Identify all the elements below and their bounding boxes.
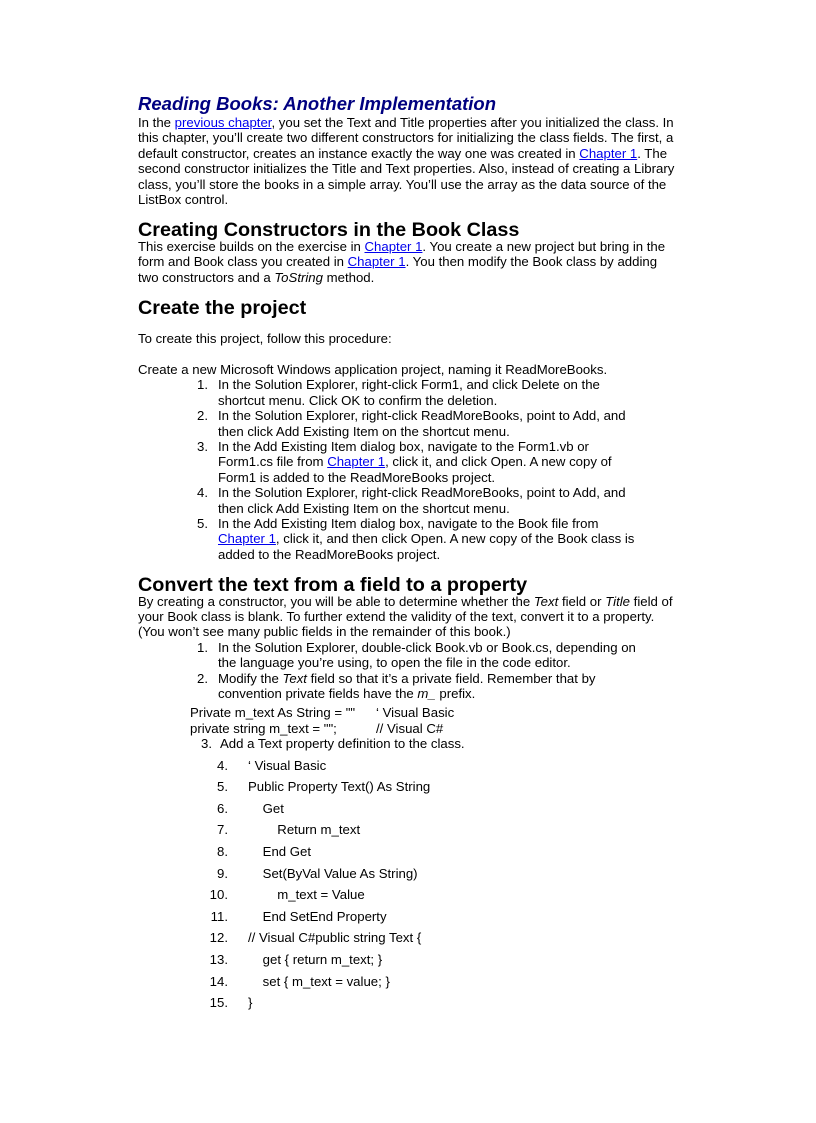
list-item xyxy=(138,516,678,562)
code-text: Set(ByVal Value As String) xyxy=(248,865,418,881)
list-item xyxy=(138,485,678,516)
code-text: End Get xyxy=(248,844,312,859)
text-run: field of your Book class is blank. To further extend the validity of the text, convert it to a property. (You won’t see many public fields in the remainder of this book.) xyxy=(138,593,673,640)
line-number: 15. xyxy=(209,995,228,1011)
step-text xyxy=(218,671,678,702)
document-page xyxy=(138,93,678,1014)
step-number: 5. xyxy=(197,515,208,531)
text-run: prefix. xyxy=(435,686,476,701)
text-run: In the Add Existing Item dialog box, navigate to the Form1.vb or Form1.cs file from xyxy=(218,438,589,470)
code-text: ‘ Visual Basic xyxy=(248,757,327,773)
convert-paragraph xyxy=(138,594,678,640)
code-line xyxy=(138,949,678,971)
line-number: 4. xyxy=(217,757,228,773)
constructors-paragraph xyxy=(138,239,678,285)
code-line xyxy=(138,927,678,949)
chapter-1-link[interactable]: Chapter 1 xyxy=(327,454,386,470)
code-text: Return m_text xyxy=(248,822,361,838)
line-number: 12. xyxy=(209,930,228,946)
text-run: In the xyxy=(138,115,175,130)
step-text: In the Solution Explorer, right-click ReadMoreBooks, point to Add, and then click Add Existing Item on the shortcut menu. xyxy=(218,408,626,439)
chapter-1-link[interactable]: Chapter 1 xyxy=(364,238,423,254)
code-text: get { return m_text; } xyxy=(248,951,383,967)
code-line xyxy=(138,755,678,777)
step-number: 2. xyxy=(197,408,208,424)
code-text: Get xyxy=(248,800,284,816)
line-number: 9. xyxy=(217,865,228,881)
text-run: . You create a new project but bring in the form and Book class you created in xyxy=(138,238,666,270)
text-run: field so that it’s a private field. Remember that by convention private fields have the xyxy=(218,670,596,701)
section-heading-convert-field: Convert the text from a field to a property xyxy=(138,574,528,597)
list-item xyxy=(138,439,678,485)
code-text: set { m_text = value; } xyxy=(248,973,390,989)
code-comment: // Visual C# xyxy=(376,720,444,736)
text-run: method. xyxy=(322,269,375,285)
procedure-steps-list xyxy=(138,377,678,562)
line-number: 10. xyxy=(209,887,228,903)
emphasis: Title xyxy=(605,593,631,609)
code-text: Public Property Text() As String xyxy=(248,779,431,795)
text-run: . You then modify the Book class by adding two constructors and a xyxy=(138,254,658,285)
code-line xyxy=(138,841,678,863)
list-item xyxy=(138,640,678,671)
code-text: private string m_text = ""; xyxy=(190,720,337,736)
step-text xyxy=(218,439,678,485)
convert-steps-list xyxy=(138,640,678,702)
step-number: 3. xyxy=(201,736,212,752)
text-run: , click it, and click Open. A new copy of Form1 is added to the ReadMoreBooks project. xyxy=(218,454,612,485)
chapter-1-link[interactable]: Chapter 1 xyxy=(347,254,406,270)
code-line xyxy=(138,819,678,841)
line-number: 6. xyxy=(217,800,228,816)
text-run: . The second constructor initializes the Title and Text properties. Also, instead of creating a Library class, you’ll store the books in a simple array. You’ll use the array as the data source of the ListBox control. xyxy=(138,145,675,208)
code-line xyxy=(138,776,678,798)
line-number: 13. xyxy=(209,951,228,967)
section-heading-create-project: Create the project xyxy=(138,297,307,320)
code-line xyxy=(138,884,678,906)
section-heading-constructors: Creating Constructors in the Book Class xyxy=(138,219,520,242)
emphasis: Text xyxy=(282,670,307,686)
code-text: } xyxy=(248,995,253,1011)
line-number: 11. xyxy=(210,908,228,924)
intro-paragraph xyxy=(138,115,678,207)
step-number: 4. xyxy=(197,485,208,501)
code-comment: ‘ Visual Basic xyxy=(376,705,455,721)
step-number: 3. xyxy=(197,438,208,454)
code-line xyxy=(138,971,678,993)
list-item xyxy=(138,408,678,439)
code-line xyxy=(138,798,678,820)
text-run: This exercise builds on the exercise in xyxy=(138,238,365,254)
text-run: Modify the xyxy=(218,670,283,686)
code-text: End SetEnd Property xyxy=(248,908,387,924)
text-run: , you set the Text and Title properties after you initialized the class. In this chapter, you’ll create two different constructors for initializing the class fields. The first, a default constructor, creates an instance exactly the way one was created in xyxy=(138,115,674,161)
step-text xyxy=(218,516,678,562)
list-item xyxy=(194,736,678,751)
text-run: field or xyxy=(558,593,606,609)
code-line xyxy=(138,992,678,1014)
chapter-1-link[interactable]: Chapter 1 xyxy=(579,145,638,161)
code-line xyxy=(138,863,678,885)
step-text: In the Solution Explorer, right-click Form1, and click Delete on the shortcut menu. Click OK to confirm the deletion. xyxy=(218,377,600,408)
text-run: In the Add Existing Item dialog box, navigate to the Book file from xyxy=(218,515,599,531)
text-run: By creating a constructor, you will be able to determine whether the xyxy=(138,593,534,609)
chapter-1-link[interactable]: Chapter 1 xyxy=(218,531,276,547)
page-title: Reading Books: Another Implementation xyxy=(138,93,497,114)
line-number: 5. xyxy=(217,779,228,795)
code-line xyxy=(138,906,678,928)
previous-chapter-link[interactable]: previous chapter xyxy=(174,115,272,130)
emphasis: m_ xyxy=(417,686,436,701)
list-item xyxy=(138,671,678,702)
step-number: 1. xyxy=(197,639,208,655)
procedure-lead: Create a new Microsoft Windows application project, naming it ReadMoreBooks. xyxy=(138,361,608,377)
code-line xyxy=(190,705,678,720)
list-item xyxy=(138,377,678,408)
step-text: Add a Text property definition to the class. xyxy=(220,736,465,752)
step-text: In the Solution Explorer, right-click ReadMoreBooks, point to Add, and then click Add Existing Item on the shortcut menu. xyxy=(218,485,626,516)
property-code-listing xyxy=(138,755,678,1014)
emphasis: Text xyxy=(533,593,559,609)
emphasis: ToString xyxy=(274,269,323,285)
step-number: 2. xyxy=(197,670,208,686)
code-text: m_text = Value xyxy=(248,887,365,903)
line-number: 8. xyxy=(217,844,228,859)
code-line xyxy=(190,721,678,736)
text-run: , click it, and then click Open. A new copy of the Book class is added to the ReadMoreBooks project. xyxy=(218,531,635,562)
code-text: Private m_text As String = "" xyxy=(190,705,356,721)
code-text: // Visual C#public string Text { xyxy=(248,930,422,946)
field-code-block xyxy=(190,705,678,736)
line-number: 7. xyxy=(217,822,228,838)
line-number: 14. xyxy=(209,973,228,989)
step-text: In the Solution Explorer, double-click Book.vb or Book.cs, depending on the language you’re using, to open the file in the code editor. xyxy=(218,639,636,671)
procedure-intro: To create this project, follow this procedure: xyxy=(138,331,392,347)
step-number: 1. xyxy=(197,377,208,393)
